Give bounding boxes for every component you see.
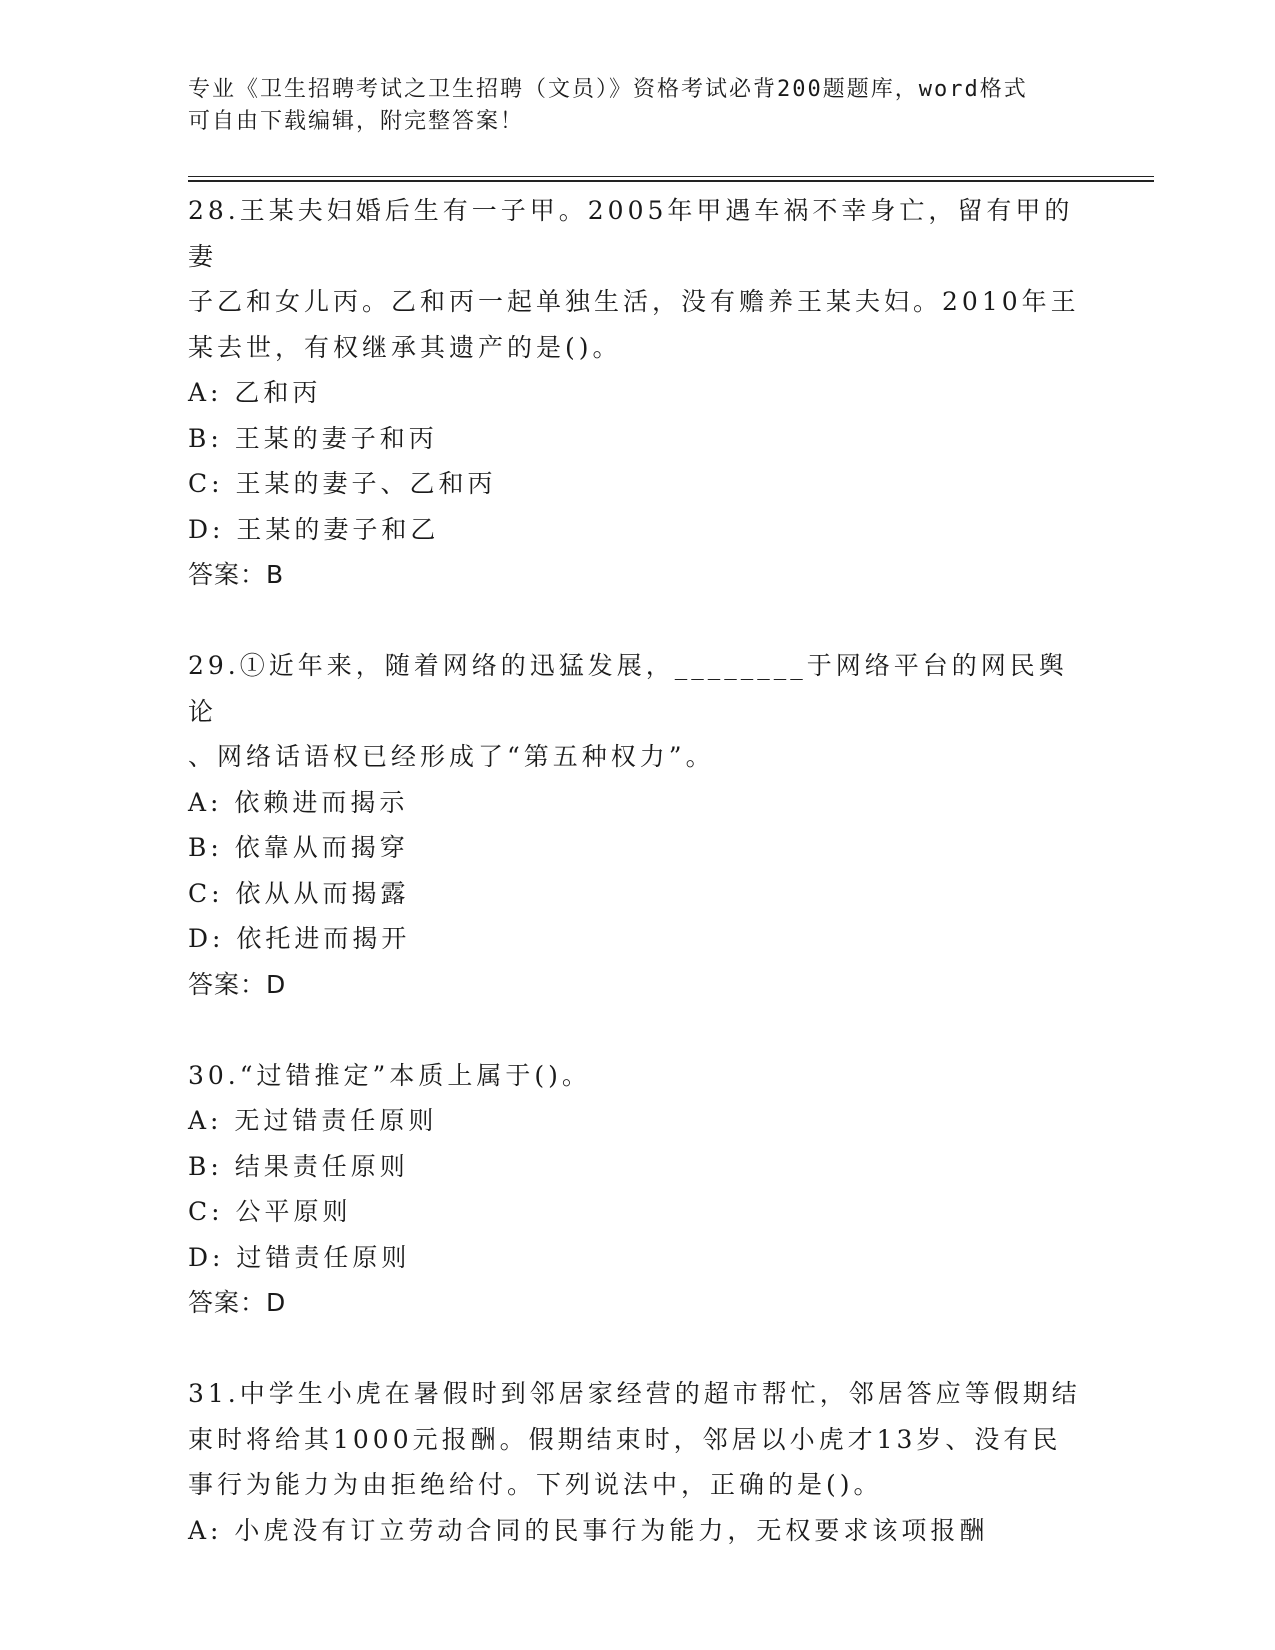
question-29 bbox=[188, 643, 1088, 1053]
option-d: D: 王某的妻子和乙 bbox=[188, 514, 440, 544]
option-a: A: 小虎没有订立劳动合同的民事行为能力，无权要求该项报酬 bbox=[188, 1515, 989, 1545]
question-30 bbox=[188, 1053, 1088, 1372]
question-31 bbox=[188, 1371, 1088, 1553]
option-a: A: 乙和丙 bbox=[188, 378, 322, 407]
option-a: A: 依赖进而揭示 bbox=[188, 787, 409, 817]
option-a: A: 无过错责任原则 bbox=[188, 1106, 438, 1135]
option-b: B: 王某的妻子和丙 bbox=[188, 423, 438, 453]
question-stem-line: 事行为能力为由拒绝给付。下列说法中，正确的是()。 bbox=[188, 1470, 883, 1499]
option-b: B: 结果责任原则 bbox=[188, 1151, 409, 1181]
question-list bbox=[188, 188, 1088, 1553]
option-c: C: 公平原则 bbox=[188, 1197, 352, 1226]
header-divider-thick bbox=[188, 180, 1154, 182]
question-stem-line: 、网络话语权已经形成了“第五种权力”。 bbox=[188, 742, 715, 771]
answer-label: 答案：D bbox=[188, 969, 287, 999]
header-line-1: 专业《卫生招聘考试之卫生招聘（文员）》资格考试必背200题题库，word格式 bbox=[188, 77, 1028, 102]
answer-label: 答案：B bbox=[188, 560, 285, 589]
document-header bbox=[188, 74, 1088, 138]
question-28 bbox=[188, 188, 1088, 643]
question-stem-line: 束时将给其1000元报酬。假期结束时，邻居以小虎才13岁、没有民 bbox=[188, 1424, 1062, 1454]
option-c: C: 王某的妻子、乙和丙 bbox=[188, 469, 497, 498]
question-stem-line: 某去世，有权继承其遗产的是()。 bbox=[188, 332, 622, 362]
header-line-2: 可自由下载编辑，附完整答案！ bbox=[188, 109, 525, 134]
option-d: D: 依托进而揭开 bbox=[188, 924, 411, 953]
option-b: B: 依靠从而揭穿 bbox=[188, 833, 409, 862]
question-stem-line: 28.王某夫妇婚后生有一子甲。2005年甲遇车祸不幸身亡，留有甲的妻 bbox=[188, 196, 1074, 271]
option-d: D: 过错责任原则 bbox=[188, 1242, 411, 1272]
option-c: C: 依从从而揭露 bbox=[188, 878, 410, 908]
question-stem-line: 31.中学生小虎在暑假时到邻居家经营的超市帮忙，邻居答应等假期结 bbox=[188, 1379, 1081, 1408]
question-stem-line: 子乙和女儿丙。乙和丙一起单独生活，没有赡养王某夫妇。2010年王 bbox=[188, 287, 1080, 316]
question-stem-line: 30.“过错推定”本质上属于()。 bbox=[188, 1060, 591, 1090]
question-spacer bbox=[188, 1326, 1088, 1372]
answer-label: 答案：D bbox=[188, 1288, 287, 1317]
header-divider-thin bbox=[188, 176, 1154, 177]
question-spacer bbox=[188, 598, 1088, 644]
question-stem-line: 29.①近年来，随着网络的迅猛发展，________于网络平台的网民舆论 bbox=[188, 651, 1068, 726]
question-spacer bbox=[188, 1007, 1088, 1053]
